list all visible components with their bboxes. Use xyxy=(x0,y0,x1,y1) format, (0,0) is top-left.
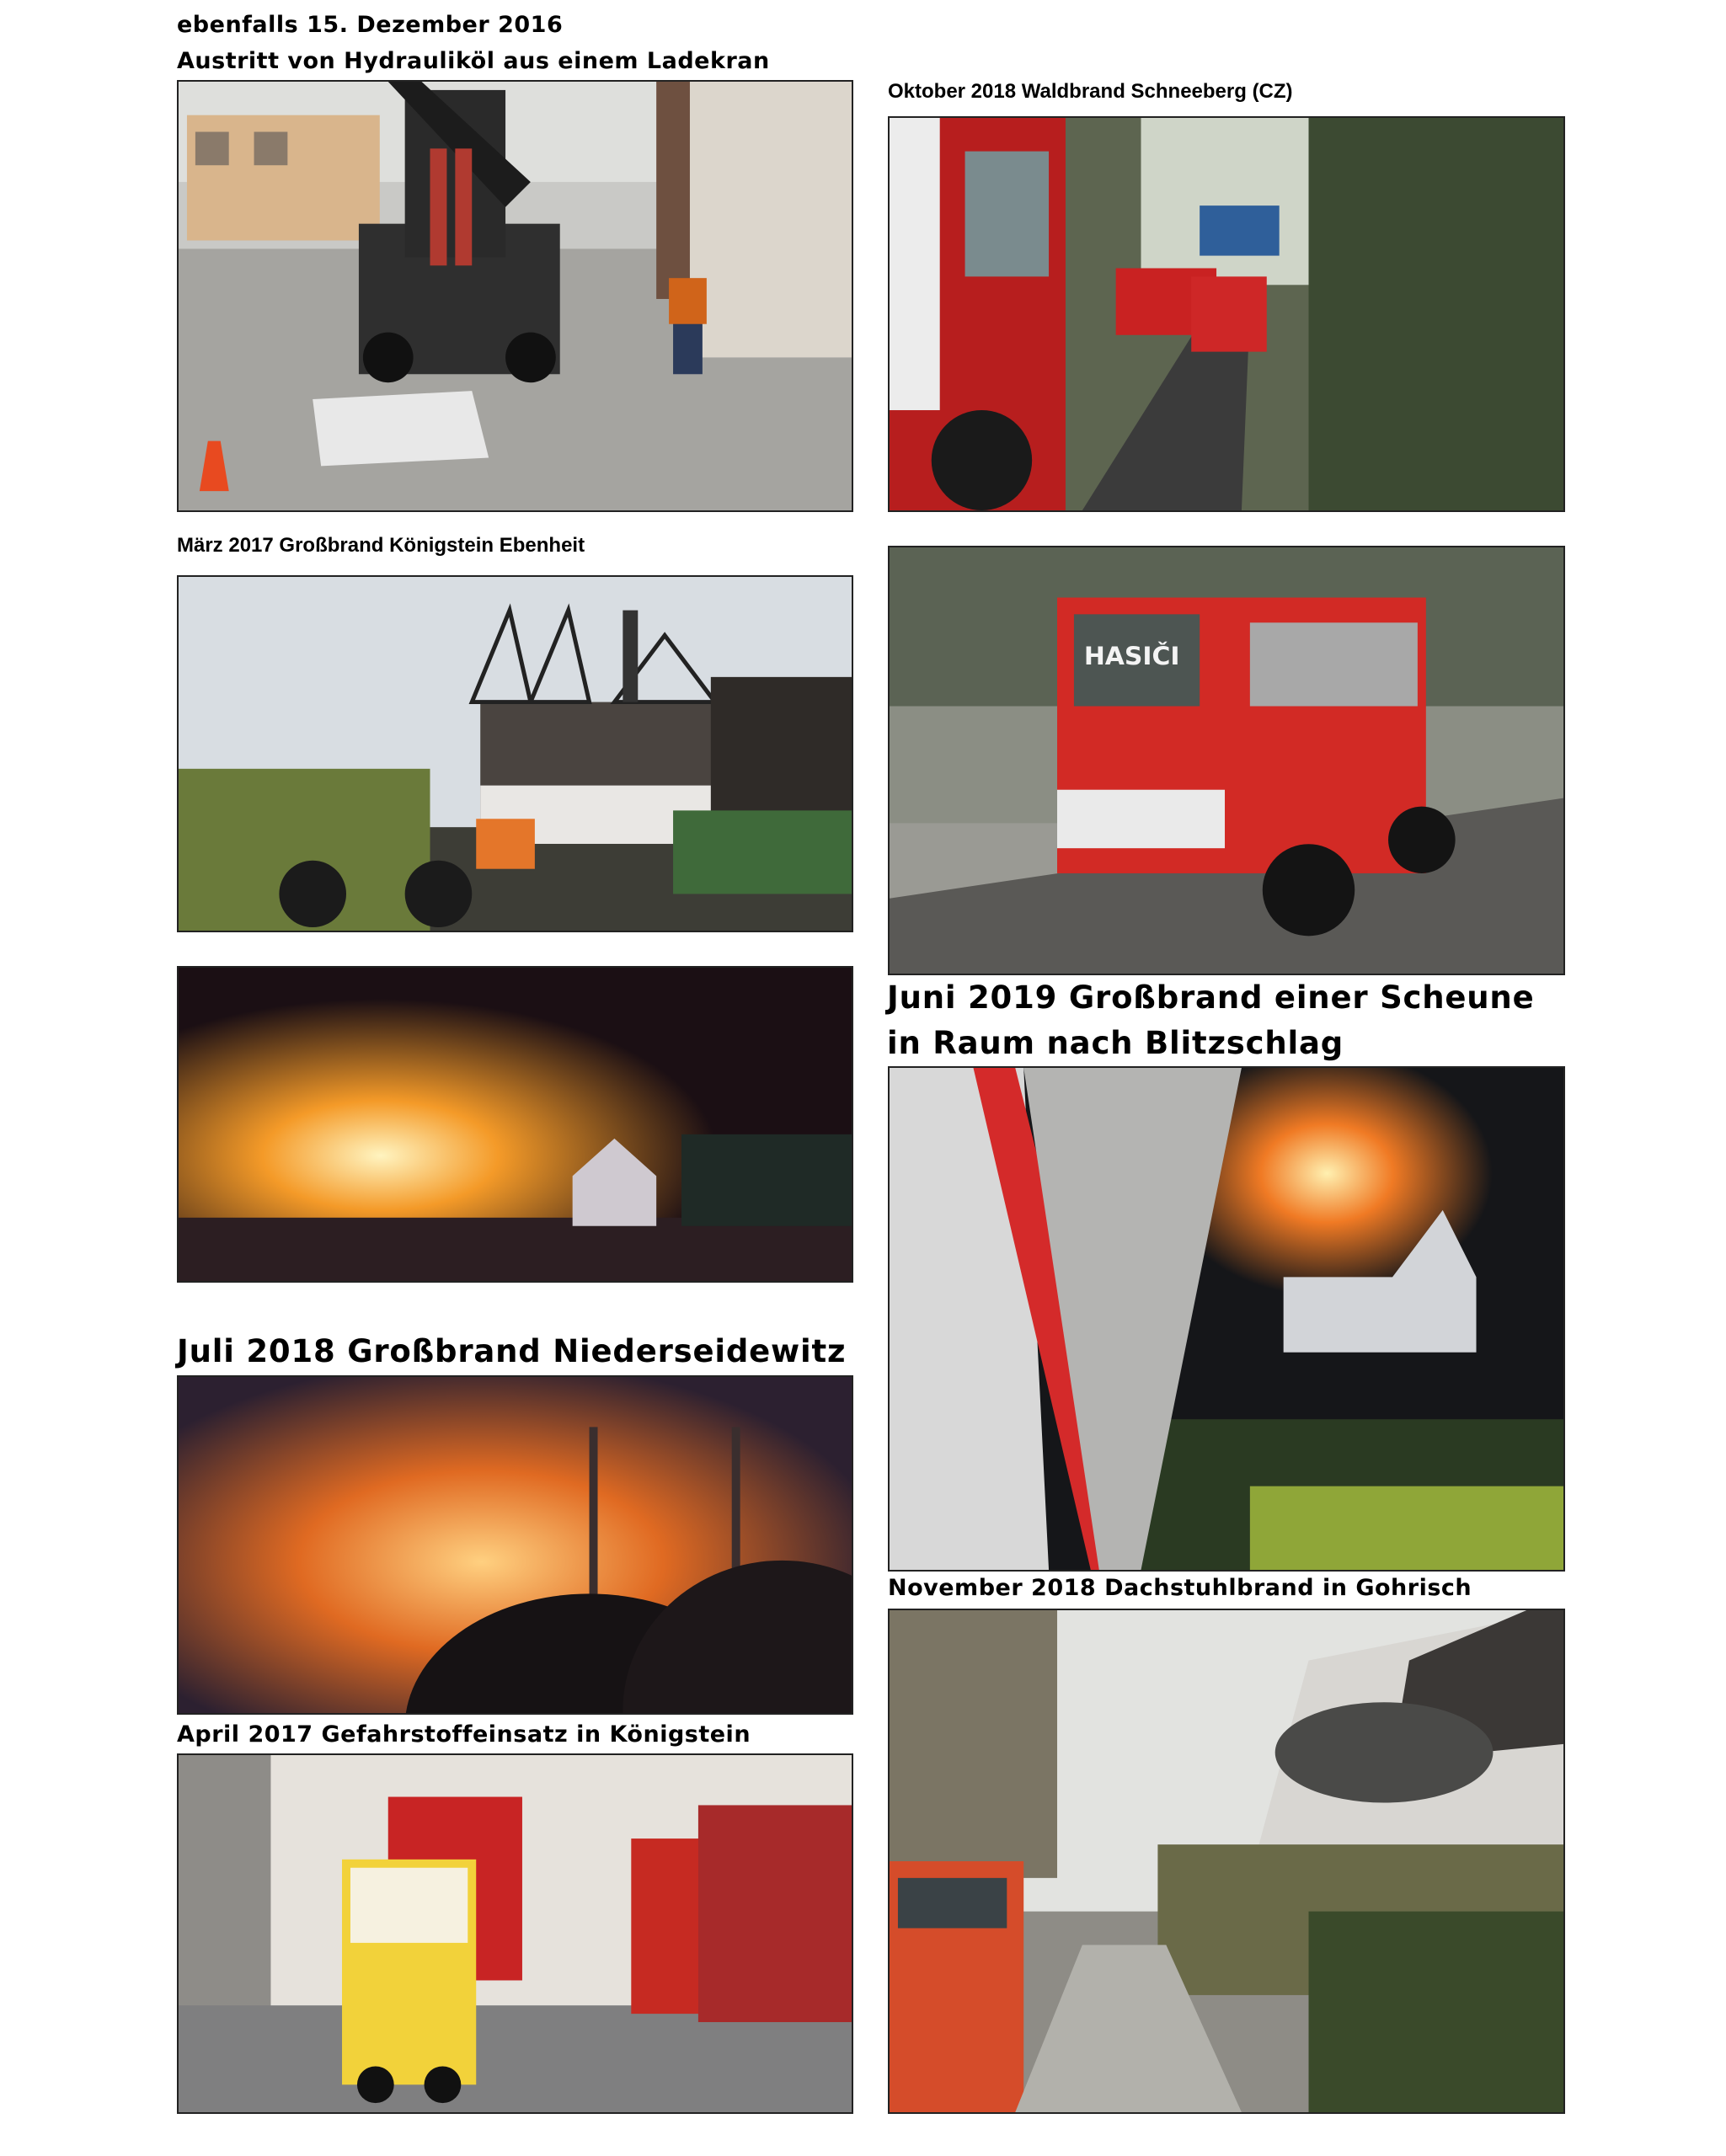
caption-november-2018: November 2018 Dachstuhlbrand in Gohrisch xyxy=(888,1575,1472,1601)
photo-ladekran xyxy=(177,80,853,512)
photo-grossbrand-ebenheit xyxy=(177,575,853,932)
photo-gefahrstoffeinsatz xyxy=(177,1753,853,2114)
caption-juni-2019-line1: Juni 2019 Großbrand einer Scheune xyxy=(887,979,1535,1016)
photo-hasici-tankwagen xyxy=(888,546,1565,975)
photo-waldbrand-schneeberg xyxy=(888,116,1565,512)
photo-niederseidewitz xyxy=(177,1375,853,1715)
caption-dezember-2016: ebenfalls 15. Dezember 2016 xyxy=(177,12,564,38)
photo-dachstuhlbrand-gohrisch xyxy=(888,1609,1565,2114)
caption-juni-2019-line2: in Raum nach Blitzschlag xyxy=(887,1025,1344,1061)
caption-hydraulikoel: Austritt von Hydrauliköl aus einem Ladekran xyxy=(177,48,770,74)
hasici-lettering: HASIČI xyxy=(1083,641,1180,671)
caption-juli-2018: Juli 2018 Großbrand Niederseidewitz xyxy=(177,1333,847,1369)
photo-scheunenbrand-blitzschlag xyxy=(888,1066,1565,1572)
caption-april-2017: April 2017 Gefahrstoffeinsatz in Königstein xyxy=(177,1721,751,1748)
caption-waldbrand-schneeberg: Oktober 2018 Waldbrand Schneeberg (CZ) xyxy=(888,80,1293,103)
photo-nachtbrand xyxy=(177,966,853,1283)
caption-grossbrand-koenigstein: März 2017 Großbrand Königstein Ebenheit xyxy=(177,534,585,557)
